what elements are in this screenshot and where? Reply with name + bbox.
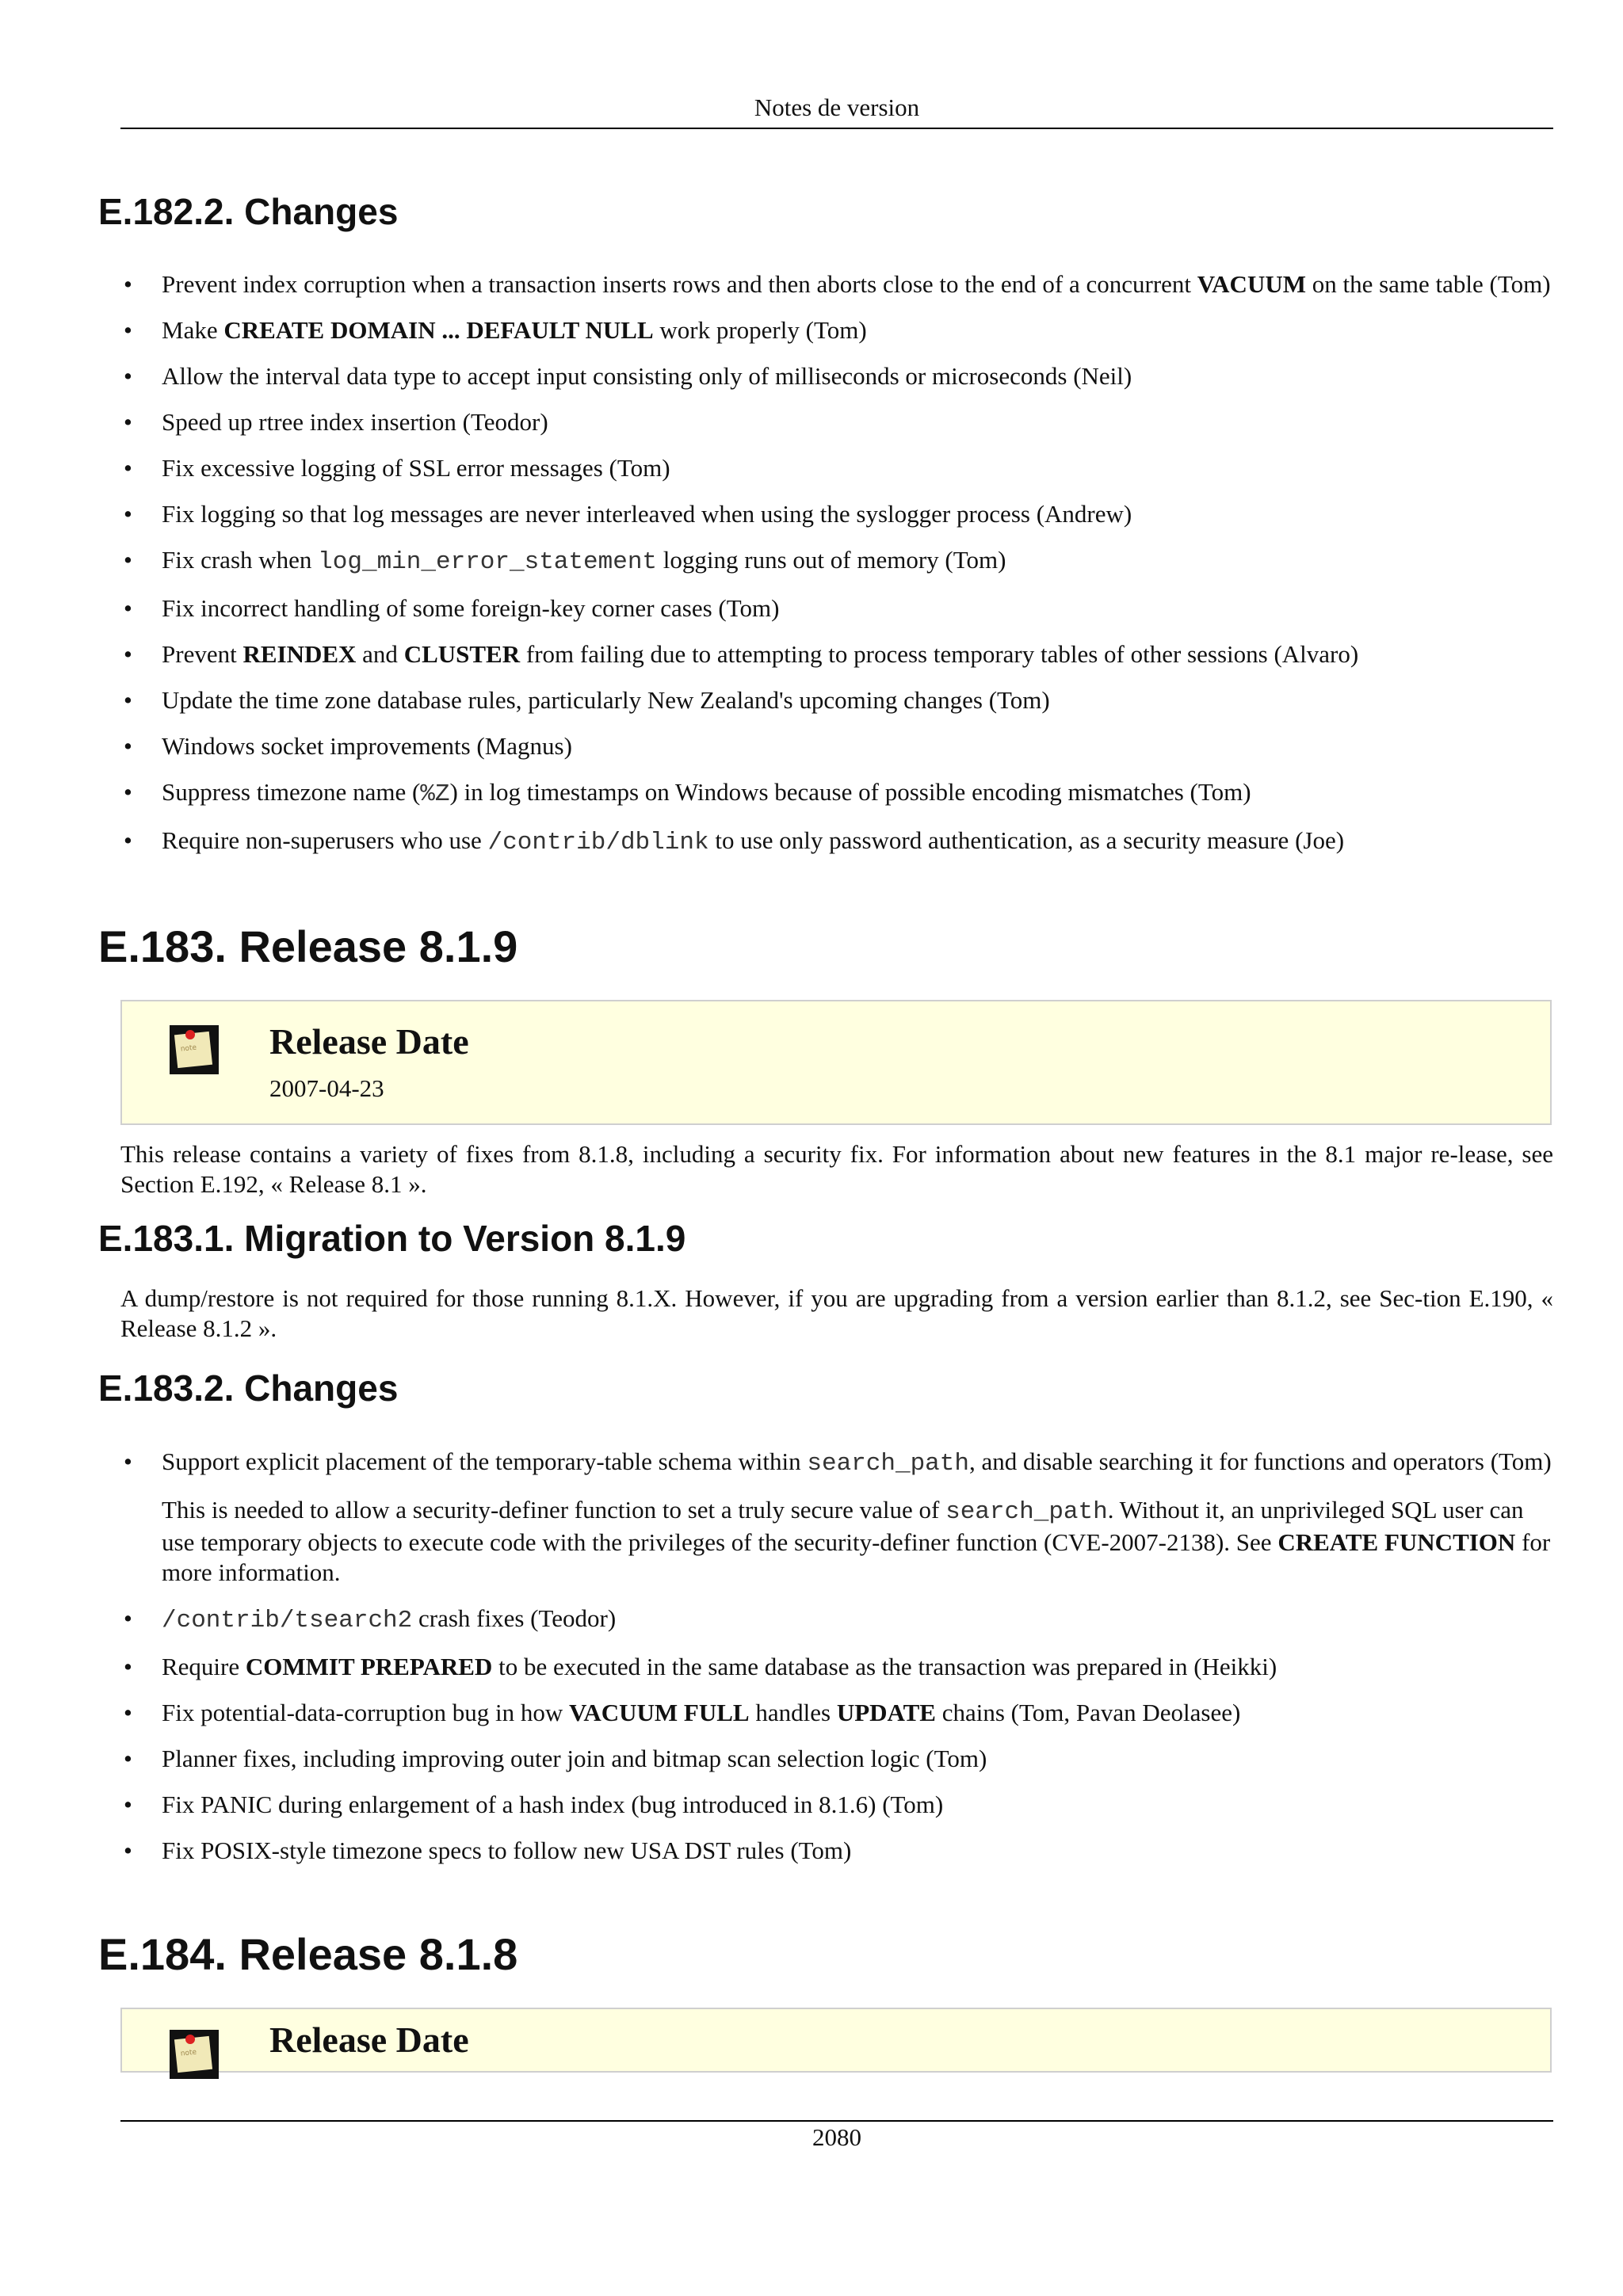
section-heading-e183-2: E.183.2. Changes — [98, 1367, 399, 1409]
section-heading-e184: E.184. Release 8.1.8 — [98, 1929, 518, 1979]
footer-rule — [120, 2120, 1553, 2122]
list-item: • Require COMMIT PREPARED to be executed in the same database as the transaction was prepared in (Heikki) — [124, 1653, 1277, 1680]
note-title: Release Date — [269, 2019, 469, 2060]
changes-list-e183-2 — [120, 1447, 1553, 1882]
release-date-note-e184 — [120, 2008, 1552, 2073]
list-item: • Prevent REINDEX and CLUSTER from failing due to attempting to process temporary tables of other sessions (Alvaro) — [124, 640, 1359, 668]
list-item: • Fix PANIC during enlargement of a hash index (bug introduced in 8.1.6) (Tom) — [124, 1791, 944, 1818]
migration-text: A dump/restore is not required for those running 8.1.X. However, if you are upgrading from a version earlier than 8.1.2, see Sec-tion E.190, « Release 8.1.2 ». — [120, 1284, 1553, 1342]
release-date-value: 2007-04-23 — [269, 1074, 384, 1102]
section-heading-e182-2: E.182.2. Changes — [98, 191, 399, 232]
list-item: • Allow the interval data type to accept input consisting only of milliseconds or microseconds (Neil) — [124, 362, 1132, 390]
list-item: • /contrib/tsearch2 crash fixes (Teodor) — [124, 1604, 617, 1634]
list-item: • Fix logging so that log messages are never interleaved when using the syslogger process (Andrew) — [124, 500, 1132, 528]
list-item: • Fix POSIX-style timezone specs to follow new USA DST rules (Tom) — [124, 1836, 852, 1864]
header-rule — [120, 128, 1553, 129]
section-heading-e183: E.183. Release 8.1.9 — [98, 921, 518, 971]
note-icon: note — [170, 1025, 219, 1074]
release-date-note — [120, 1000, 1552, 1125]
list-item: • Suppress timezone name (%Z) in log timestamps on Windows because of possible encoding mismatches (Tom) — [124, 778, 1251, 808]
list-item: • Fix crash when log_min_error_statement logging runs out of memory (Tom) — [124, 546, 1006, 576]
section-heading-e183-1: E.183.1. Migration to Version 8.1.9 — [98, 1218, 686, 1259]
note-icon: note — [170, 2030, 219, 2079]
page-number: 2080 — [812, 2123, 861, 2151]
list-item: • Planner fixes, including improving outer join and bitmap scan selection logic (Tom) — [124, 1745, 987, 1772]
list-item: • Fix incorrect handling of some foreign-key corner cases (Tom) — [124, 594, 780, 622]
list-item: • Make CREATE DOMAIN ... DEFAULT NULL work properly (Tom) — [124, 316, 867, 344]
running-header: Notes de version — [754, 93, 920, 121]
note-title: Release Date — [269, 1021, 469, 1062]
release-intro: This release contains a variety of fixes from 8.1.8, including a security fix. For information about new features in the 8.1 major re-lease, see Section E.192, « Release 8.1 ». — [120, 1140, 1553, 1198]
list-item: • Speed up rtree index insertion (Teodor) — [124, 408, 548, 436]
list-item: • Fix excessive logging of SSL error messages (Tom) — [124, 454, 670, 482]
list-item: • Windows socket improvements (Magnus) — [124, 732, 572, 760]
list-item: • Support explicit placement of the temporary-table schema within search_path, and disable searching it for functions and operators (Tom) This is needed to allow a security-definer function to set a truly secure value of search_path. Without it, an unprivileged SQL user can use temporary objects to execute code with the privileges of the security-definer function (CVE-2007-2138). See CREATE FUNCTION for more information. — [124, 1447, 1552, 1586]
list-item: • Update the time zone database rules, particularly New Zealand's upcoming changes (Tom) — [124, 686, 1050, 714]
list-item: • Require non-superusers who use /contrib/dblink to use only password authentication, as a security measure (Joe) — [124, 826, 1345, 856]
list-item: • Fix potential-data-corruption bug in how VACUUM FULL handles UPDATE chains (Tom, Pavan Deolasee) — [124, 1699, 1241, 1726]
list-item: • Prevent index corruption when a transaction inserts rows and then aborts close to the end of a concurrent VACUUM on the same table (Tom) — [124, 270, 1551, 298]
changes-list-e182-2 — [120, 269, 1553, 874]
